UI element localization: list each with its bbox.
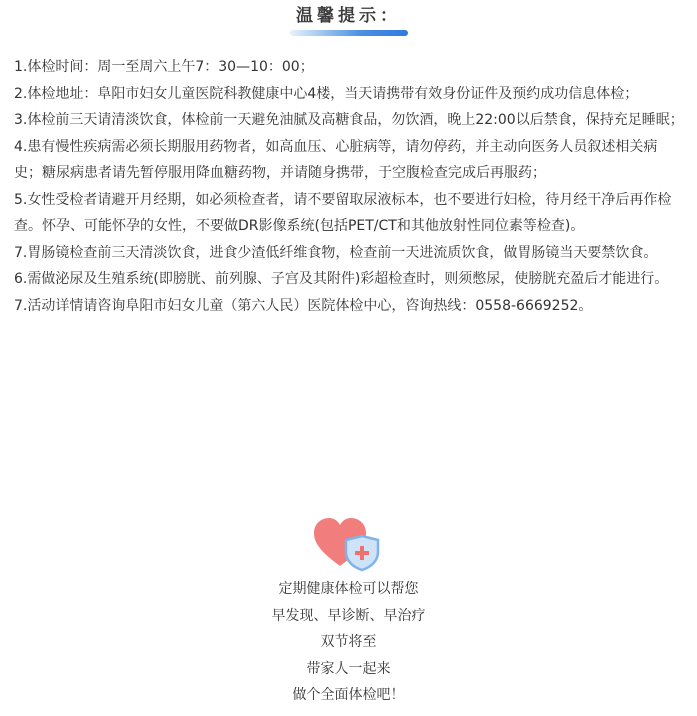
slogan-line: 定期健康体检可以帮您	[278, 581, 419, 597]
notice-item: 4.患有慢性疾病需必须长期服用药物者，如高血压、心脏病等，请勿停药，并主动向医务人员叙述相关病史；糖尿病患者请先暂停服用降血糖药物，并请随身携带，于空腹检查完成后再服药；	[14, 138, 658, 181]
page-title: 温馨提示：	[296, 6, 401, 26]
notice-item: 2.体检地址：阜阳市妇女儿童医院科教健康中心4楼，当天请携带有效身份证件及预约成功信息体检；	[14, 85, 639, 102]
footer-slogan	[0, 576, 697, 709]
notice-item: 1.体检时间：周一至周六上午7：30—10：00；	[14, 59, 314, 75]
slogan-line: 双节将至	[320, 634, 377, 650]
heart-shield-icon	[310, 514, 390, 574]
notice-item: 5.女性受检者请避开月经期，如必须检查者，请不要留取尿液标本，也不要进行妇检，待月经干净后再作检查。怀孕、可能怀孕的女性，不要做DR影像系统(包括PET/CT和其他放射性同位素等检查)。	[14, 191, 672, 234]
slogan-line: 早发现、早诊断、早治疗	[271, 607, 426, 624]
heart-shield-graphic	[310, 514, 390, 574]
notice-list	[14, 54, 684, 319]
title-underline	[290, 30, 408, 36]
notice-item: 3.体检前三天请清淡饮食，体检前一天避免油腻及高糖食品，勿饮酒，晚上22:00以后禁食，保持充足睡眠；	[14, 112, 684, 128]
page-header	[0, 4, 697, 28]
notice-item: 7.活动详情请咨询阜阳市妇女儿童（第六人民）医院体检中心，咨询热线：0558-6669252。	[14, 297, 593, 314]
notice-item: 6.需做泌尿及生殖系统(即膀胱、前列腺、子宫及其附件)彩超检查时，则须憋尿，使膀胱充盈后才能进行。	[14, 271, 669, 287]
slogan-line: 带家人一起来	[306, 660, 391, 677]
slogan-line: 做个全面体检吧！	[292, 687, 405, 703]
notice-item: 7.胃肠镜检查前三天清淡饮食，进食少渣低纤维食物，检查前一天进流质饮食，做胃肠镜当天要禁饮食。	[14, 244, 658, 261]
cross-icon-h	[355, 551, 369, 555]
